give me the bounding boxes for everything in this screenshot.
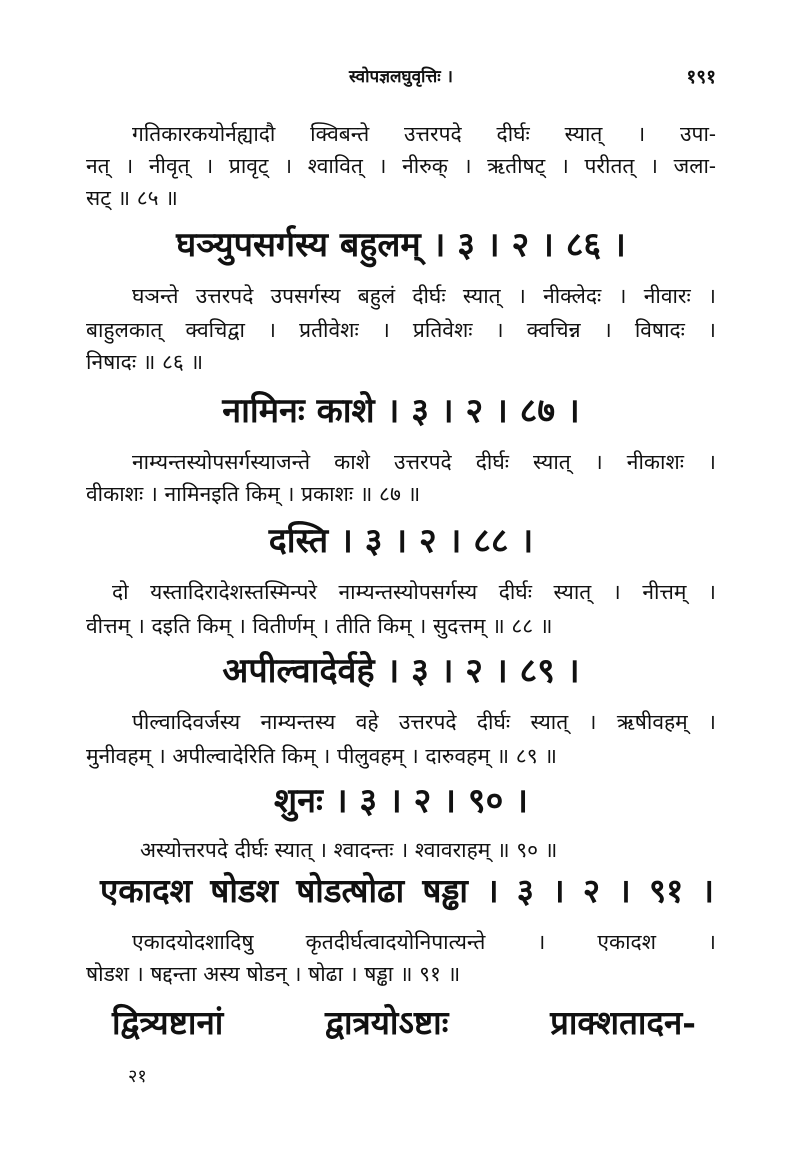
sutra-heading: अपील्वादेर्वहे । ३ । २ । ८९ ।: [222, 651, 580, 691]
commentary-line: दो यस्तादिरादेशस्तस्मिन्परे नाम्यन्तस्योपसर्गस्य दीर्घः स्यात् । नीत्तम् ।: [112, 580, 716, 604]
commentary-line: बाहुलकात् क्वचिद्वा । प्रतीवेशः । प्रतिवेशः । क्वचिन्न । विषादः ।: [86, 318, 716, 342]
commentary-line: वीत्तम् । दइति किम् । वितीर्णम् । तीति किम् । सुदत्तम् ॥ ८८ ॥: [86, 614, 553, 638]
commentary-line: पील्वादिवर्जस्य नाम्यन्तस्य वहे उत्तरपदे दीर्घः स्यात् । ऋषीवहम् ।: [132, 710, 716, 734]
page-header: [86, 62, 716, 92]
running-title: स्वोपज्ञलघुवृत्तिः ।: [349, 67, 453, 87]
sutra-heading: घञ्युपसर्गस्य बहुलम् । ३ । २ । ८६ ।: [176, 225, 626, 265]
commentary-line: सट् ॥ ८५ ॥: [86, 186, 178, 210]
page-number: १९१: [686, 66, 716, 88]
commentary-line: नाम्यन्तस्योपसर्गस्याजन्ते काशे उत्तरपदे दीर्घः स्यात् । नीकाशः ।: [132, 450, 716, 474]
commentary-line: षोडश । षद्दन्ता अस्य षोडन् । षोढा । षड्ढा ॥ ९१ ॥: [86, 962, 461, 986]
commentary-line: अस्योत्तरपदे दीर्घः स्यात् । श्वादन्तः । श्वावराहम् ॥ ९० ॥: [140, 838, 558, 862]
sutra-heading: नामिनः काशे । ३ । २ । ८७ ।: [222, 391, 580, 431]
sutra-heading: द्वित्र्यष्टानां द्वात्रयोऽष्टाः प्राक्शतादन-: [112, 1003, 696, 1042]
commentary-line: नत् । नीवृत् । प्रावृट् । श्वावित् । नीरुक् । ऋतीषट् । परीतत् । जला-: [86, 154, 716, 178]
sutra-heading: शुनः । ३ । २ । ९० ।: [274, 781, 528, 821]
signature-mark: २१: [128, 1066, 147, 1087]
commentary-line: वीकाशः । नामिनइति किम् । प्रकाशः ॥ ८७ ॥: [86, 482, 421, 506]
commentary-line: गतिकारकयोर्नह्यादौ क्विबन्ते उत्तरपदे दीर्घः स्यात् । उपा-: [132, 122, 716, 146]
commentary-line: एकादयोदशादिषु कृतदीर्घत्वादयोनिपात्यन्ते । एकादश ।: [132, 930, 716, 954]
commentary-line: मुनीवहम् । अपील्वादेरिति किम् । पीलुवहम् । दारुवहम् ॥ ८९ ॥: [86, 744, 557, 768]
commentary-line: घञन्ते उत्तरपदे उपसर्गस्य बहुलं दीर्घः स्यात् । नीक्लेदः । नीवारः ।: [132, 284, 716, 308]
sutra-heading: दस्ति । ३ । २ । ८८ ।: [268, 521, 534, 561]
commentary-line: निषादः ॥ ८६ ॥: [86, 350, 204, 374]
sutra-heading: एकादश षोडश षोडत्षोढा षड्ढा । ३ । २ । ९१ ।: [100, 871, 714, 910]
